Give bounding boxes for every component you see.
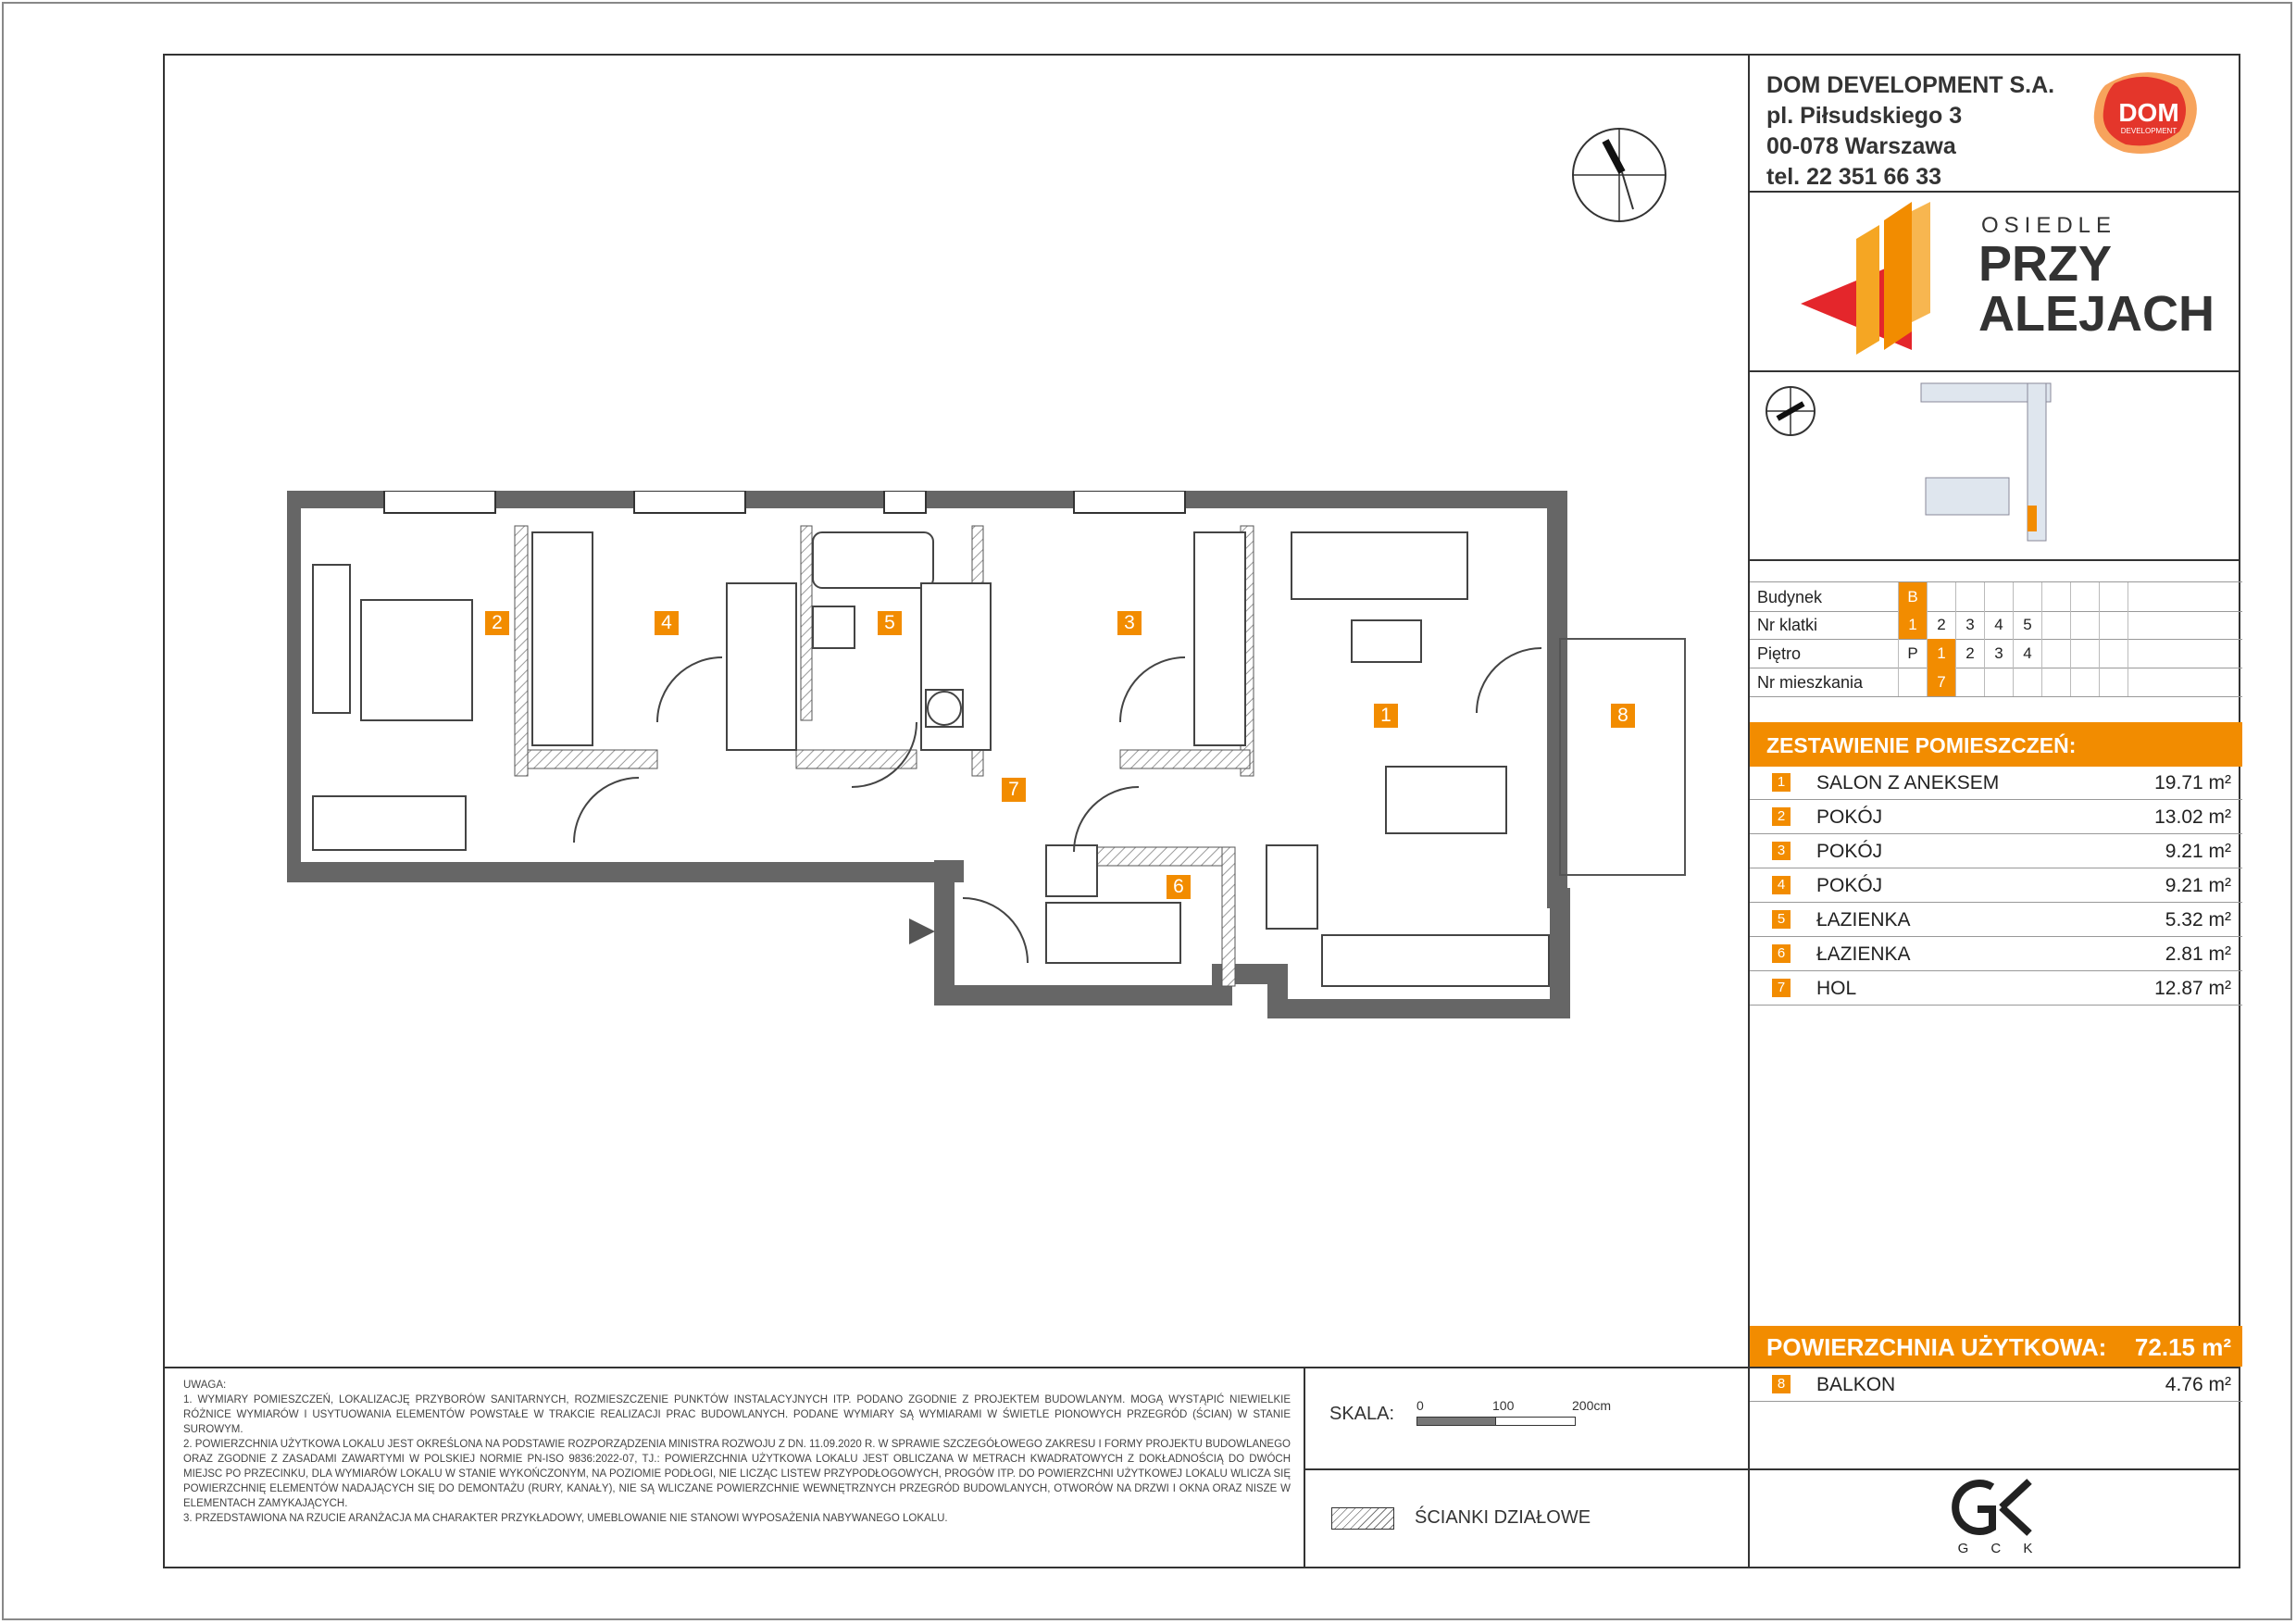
plan-label-room-3: 3 xyxy=(1117,611,1142,635)
staircase-cell: 5 xyxy=(2013,610,2041,639)
apartment-cell xyxy=(1898,668,1927,696)
total-area-value: 72.15 m² xyxy=(2134,1333,2231,1361)
room-name: BALKON xyxy=(1816,1374,1896,1395)
notes-title: UWAGA: xyxy=(183,1380,227,1391)
divider xyxy=(1304,1468,1748,1470)
room-row xyxy=(1750,938,2242,971)
floor-plan xyxy=(287,491,1694,1018)
staircase-cell xyxy=(2128,610,2156,639)
room-number-badge: 2 xyxy=(1772,807,1791,826)
floor-cell: 3 xyxy=(1984,639,2013,668)
staircase-cell xyxy=(2099,610,2128,639)
room-area: 19.71 m² xyxy=(2154,772,2231,793)
room-area: 4.76 m² xyxy=(2165,1374,2231,1395)
logo-text-top: DOM xyxy=(2118,98,2179,127)
balcony-row xyxy=(1750,1368,2242,1402)
room-number-badge: 4 xyxy=(1772,876,1791,894)
building-cell xyxy=(2041,582,2070,611)
apartment-label: Nr mieszkania xyxy=(1757,673,1864,692)
scale-tick-200: 200cm xyxy=(1572,1398,1612,1413)
partition-label: ŚCIANKI DZIAŁOWE xyxy=(1415,1507,1591,1528)
room-number-badge: 7 xyxy=(1772,979,1791,997)
dom-development-logo xyxy=(2087,67,2207,159)
building-row xyxy=(1750,581,2242,612)
room-row xyxy=(1750,904,2242,937)
room-row xyxy=(1750,972,2242,1006)
project-line3: ALEJACH xyxy=(1978,286,2215,342)
divider xyxy=(1748,1468,2240,1470)
building-cell xyxy=(2013,582,2041,611)
apartment-row xyxy=(1750,668,2242,697)
scale-tick-0: 0 xyxy=(1416,1398,1424,1413)
building-cell: B xyxy=(1898,582,1927,611)
room-name: POKÓJ xyxy=(1816,841,1883,862)
partition-swatch xyxy=(1331,1507,1394,1530)
scale-label: SKALA: xyxy=(1329,1404,1395,1424)
staircase-label: Nr klatki xyxy=(1757,616,1818,634)
room-number-badge: 1 xyxy=(1772,773,1791,792)
company-info xyxy=(1766,70,2054,193)
building-cell xyxy=(1955,582,1984,611)
company-phone: tel. 22 351 66 33 xyxy=(1766,164,1942,190)
apartment-cell xyxy=(2041,668,2070,696)
apartment-cell: 7 xyxy=(1927,668,1955,696)
floor-cell: 1 xyxy=(1927,639,1955,668)
apartment-cell xyxy=(2099,668,2128,696)
room-number-badge: 5 xyxy=(1772,910,1791,929)
room-name: ŁAZIENKA xyxy=(1816,943,1911,965)
gck-logo xyxy=(1944,1478,2055,1561)
room-area: 2.81 m² xyxy=(2165,943,2231,965)
divider xyxy=(163,1367,1304,1368)
company-city: 00-078 Warszawa xyxy=(1766,133,1956,159)
building-label: Budynek xyxy=(1757,588,1823,606)
divider xyxy=(1304,1367,1305,1568)
plan-label-room-2: 2 xyxy=(485,611,509,635)
notes xyxy=(183,1378,1291,1526)
scale-bar-dark xyxy=(1416,1417,1497,1426)
logo-text-bottom: DEVELOPMENT xyxy=(2120,127,2177,135)
building-cell xyxy=(1927,582,1955,611)
note-1: 1. WYMIARY POMIESZCZEŃ, LOKALIZACJĘ PRZYBORÓW SANITARNYCH, ROZMIESZCZENIE PUNKTÓW INSTALACYJNYCH ITP. PODANO ZGODNIE Z PROJEKTEM BUDOWLANYM. MOGĄ WYSTĄPIĆ NIEWIELKIE RÓŻNICE WYMIARÓW I USYTUOWANIA ELEMENTÓW POWSTAŁE W TRAKCIE REALIZACJI PRAC BUDOWLANYCH. PODANE WYMIARY SĄ WYMIARAMI W ŚWIETLE PIONOWYCH PRZEGRÓD (ŚCIAN) W STANIE SUROWYM. xyxy=(183,1394,1291,1435)
staircase-cell xyxy=(2070,610,2099,639)
company-name: DOM DEVELOPMENT S.A. xyxy=(1766,72,2055,98)
north-arrow-icon xyxy=(1568,124,1670,226)
room-name: HOL xyxy=(1816,978,1857,999)
apartment-cell xyxy=(1984,668,2013,696)
building-cell xyxy=(2099,582,2128,611)
room-area: 12.87 m² xyxy=(2154,978,2231,999)
total-area-label: POWIERZCHNIA UŻYTKOWA: xyxy=(1766,1333,2107,1361)
divider xyxy=(1748,559,2240,561)
floor-cell: 4 xyxy=(2013,639,2041,668)
company-street: pl. Piłsudskiego 3 xyxy=(1766,103,1963,129)
room-name: SALON Z ANEKSEM xyxy=(1816,772,2000,793)
room-number-badge: 8 xyxy=(1772,1375,1791,1393)
room-area: 13.02 m² xyxy=(2154,806,2231,828)
note-3: 3. PRZEDSTAWIONA NA RZUCIE ARANŻACJA MA CHARAKTER PRZYKŁADOWY, UMEBLOWANIE NIE STANOWI WYPOSAŻENIA NABYWANEGO LOKALU. xyxy=(183,1513,948,1524)
project-logo xyxy=(1801,202,2215,365)
floor-cell xyxy=(2128,639,2156,668)
scale-tick-100: 100 xyxy=(1492,1398,1515,1413)
building-cell xyxy=(2128,582,2156,611)
floor-cell: P xyxy=(1898,639,1927,668)
apartment-cell xyxy=(2128,668,2156,696)
room-area: 9.21 m² xyxy=(2165,841,2231,862)
floor-label: Piętro xyxy=(1757,644,1802,663)
staircase-cell: 2 xyxy=(1927,610,1955,639)
floor-row xyxy=(1750,639,2242,668)
room-number-badge: 6 xyxy=(1772,944,1791,963)
staircase-row xyxy=(1750,610,2242,640)
room-row xyxy=(1750,801,2242,834)
staircase-cell: 3 xyxy=(1955,610,1984,639)
rooms-header-text: ZESTAWIENIE POMIESZCZEŃ: xyxy=(1766,733,2077,757)
divider xyxy=(1748,370,2240,372)
scale-bar-light xyxy=(1495,1417,1576,1426)
room-row xyxy=(1750,835,2242,868)
building-cell xyxy=(2070,582,2099,611)
total-area-bar xyxy=(1750,1326,2242,1367)
plan-label-room-8: 8 xyxy=(1611,704,1635,728)
gck-letters: G C K xyxy=(1957,1541,2042,1556)
apartment-cell xyxy=(1955,668,1984,696)
floor-cell: 2 xyxy=(1955,639,1984,668)
apartment-cell xyxy=(2070,668,2099,696)
plan-label-room-6: 6 xyxy=(1167,875,1191,899)
site-key-plan xyxy=(1759,376,2240,557)
floor-cell xyxy=(2099,639,2128,668)
room-name: POKÓJ xyxy=(1816,875,1883,896)
room-row xyxy=(1750,869,2242,903)
project-line1: OSIEDLE xyxy=(1981,213,2117,238)
building-cell xyxy=(1984,582,2013,611)
rooms-header xyxy=(1750,722,2242,767)
apartment-cell xyxy=(2013,668,2041,696)
room-number-badge: 3 xyxy=(1772,842,1791,860)
plan-label-room-4: 4 xyxy=(655,611,679,635)
plan-label-room-1: 1 xyxy=(1374,704,1398,728)
room-name: ŁAZIENKA xyxy=(1816,909,1911,931)
note-2: 2. POWIERZCHNIA UŻYTKOWA LOKALU JEST OKREŚLONA NA PODSTAWIE ROZPORZĄDZENIA MINISTRA ROZWOJU Z DN. 11.09.2020 R. W SPRAWIE SZCZEGÓŁOWEGO ZAKRESU I FORMY PROJEKTU BUDOWLANEGO ORAZ ZGODNIE Z ZASADAMI ZAWARTYMI W POLSKIEJ NORMIE PN-ISO 9836:2022-07, TJ.: POWIERZCHNIA UŻYTKOWA LOKALU JEST OBLICZANA W METRACH KWADRATOWYCH Z DOKŁADNOŚCIĄ DO DWÓCH MIEJSC PO PRZECINKU, DLA WYMIARÓW LOKALU W STANIE WYKOŃCZONYM, NA POZIOMIE PODŁOGI, NIE LICZĄC LISTEW PRZYPODŁOGOWYCH, PROGÓW ITP. DO POWIERZCHNI UŻYTKOWEJ LOKALU WLICZA SIĘ POWIERZCHNIĘ ELEMENTÓW NADAJĄCYCH SIĘ DO DEMONTAŻU (RURY, KANAŁY), NIE SĄ WLICZANE POWIERZCHNIE WEWNĘTRZNYCH PRZEGRÓD BUDOWLANYCH, OTWORÓW NA DRZWI I OKNA ORAZ NISZE W ELEMENTACH ZAMYKAJĄCYCH. xyxy=(183,1439,1291,1509)
room-area: 5.32 m² xyxy=(2165,909,2231,931)
staircase-cell: 1 xyxy=(1898,610,1927,639)
floor-cell xyxy=(2041,639,2070,668)
staircase-cell: 4 xyxy=(1984,610,2013,639)
staircase-cell xyxy=(2041,610,2070,639)
room-area: 9.21 m² xyxy=(2165,875,2231,896)
plan-label-room-5: 5 xyxy=(878,611,902,635)
plan-label-room-7: 7 xyxy=(1002,778,1026,802)
room-row xyxy=(1750,767,2242,800)
floor-cell xyxy=(2070,639,2099,668)
project-line2: PRZY xyxy=(1978,236,2113,292)
room-name: POKÓJ xyxy=(1816,806,1883,828)
